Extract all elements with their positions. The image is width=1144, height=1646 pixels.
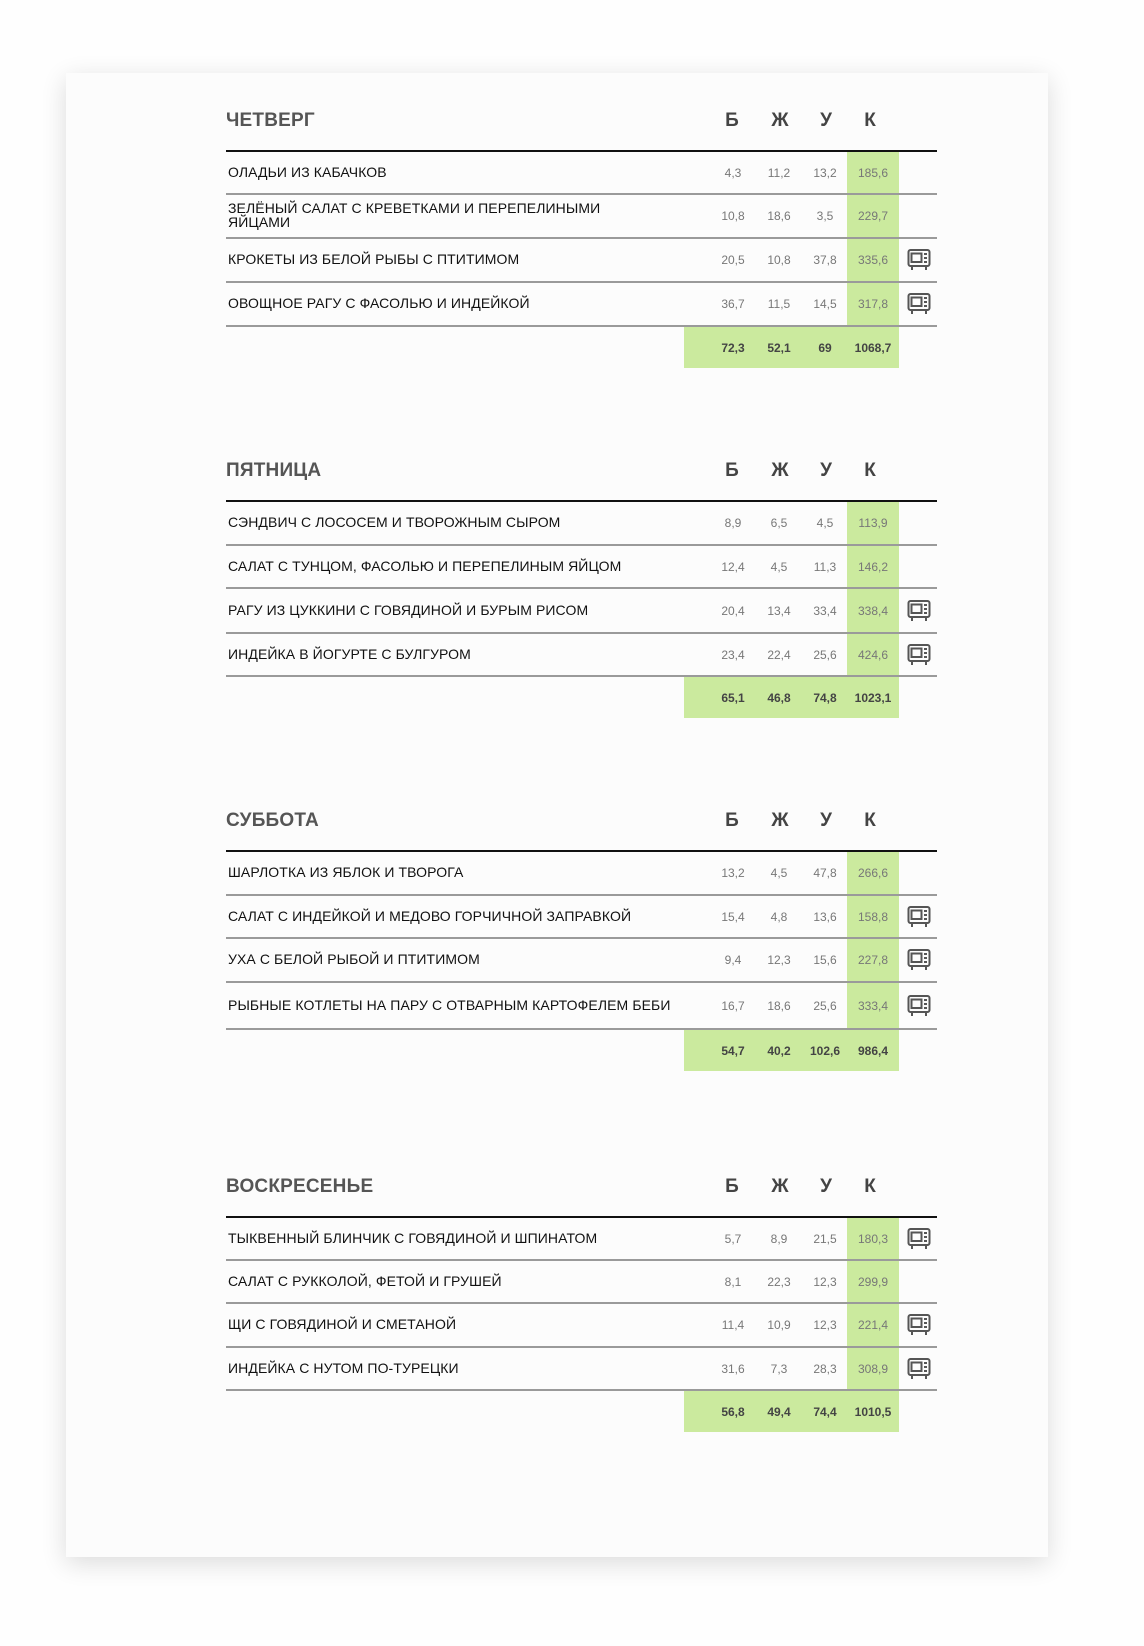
carbs-value: 11,3 (813, 560, 837, 574)
day-totals (684, 677, 899, 718)
total-kcal: 986,4 (857, 1044, 889, 1058)
dish-name: ТЫКВЕННЫЙ БЛИНЧИК С ГОВЯДИНОЙ И ШПИНАТОМ (228, 1230, 598, 1246)
table-row (226, 1218, 937, 1261)
kcal-value: 227,8 (857, 953, 889, 967)
kcal-value: 333,4 (857, 999, 889, 1013)
microwave-icon (907, 994, 931, 1018)
carbs-value: 21,5 (813, 1232, 837, 1246)
table-row (226, 502, 937, 546)
column-header: Ж (771, 110, 789, 131)
protein-value: 8,9 (724, 516, 742, 530)
fat-value: 18,6 (767, 209, 791, 223)
fat-value: 11,5 (767, 297, 791, 311)
day-section (226, 110, 938, 372)
fat-value: 22,3 (767, 1275, 791, 1289)
total-protein: 56,8 (721, 1405, 745, 1419)
microwave-icon (907, 948, 931, 972)
fat-value: 11,2 (767, 166, 791, 180)
column-header: У (820, 110, 832, 131)
menu-page (66, 73, 1048, 1557)
protein-value: 10,8 (721, 209, 745, 223)
table-row (226, 1348, 937, 1391)
table-row (226, 195, 937, 239)
table-row (226, 589, 937, 634)
dish-name-line: ЯЙЦАМИ (228, 214, 291, 230)
fat-value: 4,5 (770, 866, 788, 880)
protein-value: 9,4 (724, 953, 742, 967)
total-kcal: 1068,7 (854, 341, 892, 355)
carbs-value: 25,6 (813, 648, 837, 662)
table-row (226, 852, 937, 896)
column-header: Б (725, 1176, 739, 1197)
protein-value: 16,7 (721, 999, 745, 1013)
fat-value: 6,5 (770, 516, 788, 530)
fat-value: 4,8 (770, 910, 788, 924)
carbs-value: 33,4 (813, 604, 837, 618)
dish-name: РАГУ ИЗ ЦУККИНИ С ГОВЯДИНОЙ И БУРЫМ РИСОМ (228, 602, 589, 618)
dish-name: КРОКЕТЫ ИЗ БЕЛОЙ РЫБЫ С ПТИТИМОМ (228, 251, 520, 267)
protein-value: 20,5 (721, 253, 745, 267)
microwave-icon (907, 292, 931, 316)
column-header: К (864, 460, 876, 481)
kcal-value: 266,6 (857, 866, 889, 880)
day-totals (684, 1030, 899, 1071)
microwave-icon (907, 643, 931, 667)
microwave-icon (907, 1227, 931, 1251)
kcal-value: 308,9 (857, 1362, 889, 1376)
dish-name: ОВОЩНОЕ РАГУ С ФАСОЛЬЮ И ИНДЕЙКОЙ (228, 295, 530, 311)
protein-value: 5,7 (724, 1232, 742, 1246)
protein-value: 15,4 (721, 910, 745, 924)
total-kcal: 1010,5 (854, 1405, 892, 1419)
protein-value: 20,4 (721, 604, 745, 618)
dish-name: ОЛАДЬИ ИЗ КАБАЧКОВ (228, 164, 387, 180)
day-section (226, 1176, 938, 1436)
total-fat: 40,2 (767, 1044, 791, 1058)
table-row (226, 939, 937, 983)
column-header: У (820, 460, 832, 481)
day-title: ВОСКРЕСЕНЬЕ (226, 1176, 374, 1197)
carbs-value: 12,3 (813, 1275, 837, 1289)
kcal-value: 229,7 (857, 209, 889, 223)
protein-value: 11,4 (721, 1318, 745, 1332)
table-row (226, 546, 937, 589)
kcal-value: 113,9 (858, 516, 888, 530)
protein-value: 23,4 (721, 648, 745, 662)
kcal-value: 338,4 (857, 604, 889, 618)
column-header: К (864, 810, 876, 831)
fat-value: 22,4 (767, 648, 791, 662)
carbs-value: 3,5 (816, 209, 834, 223)
table-row (226, 1261, 937, 1304)
dish-name: ИНДЕЙКА С НУТОМ ПО-ТУРЕЦКИ (228, 1360, 459, 1376)
fat-value: 10,9 (767, 1318, 791, 1332)
total-protein: 54,7 (721, 1044, 745, 1058)
microwave-icon (907, 599, 931, 623)
carbs-value: 25,6 (813, 999, 837, 1013)
dish-name: САЛАТ С РУККОЛОЙ, ФЕТОЙ И ГРУШЕЙ (228, 1273, 502, 1289)
day-totals (684, 327, 899, 368)
fat-value: 18,6 (767, 999, 791, 1013)
table-row (226, 896, 937, 939)
total-kcal: 1023,1 (854, 691, 892, 705)
day-title: СУББОТА (226, 810, 319, 831)
kcal-value: 335,6 (857, 253, 889, 267)
total-protein: 65,1 (721, 691, 745, 705)
day-title: ПЯТНИЦА (226, 460, 322, 481)
total-protein: 72,3 (721, 341, 745, 355)
table-row (226, 1304, 937, 1348)
carbs-value: 4,5 (816, 516, 834, 530)
carbs-value: 47,8 (813, 866, 837, 880)
protein-value: 8,1 (724, 1275, 742, 1289)
total-fat: 46,8 (767, 691, 791, 705)
dish-name: САЛАТ С ТУНЦОМ, ФАСОЛЬЮ И ПЕРЕПЕЛИНЫМ ЯЙЦОМ (228, 558, 622, 574)
column-header: Ж (771, 460, 789, 481)
microwave-icon (907, 905, 931, 929)
kcal-value: 299,9 (857, 1275, 889, 1289)
carbs-value: 14,5 (813, 297, 837, 311)
column-header: Б (725, 460, 739, 481)
total-fat: 49,4 (767, 1405, 791, 1419)
dish-name: РЫБНЫЕ КОТЛЕТЫ НА ПАРУ С ОТВАРНЫМ КАРТОФЕЛЕМ БЕБИ (228, 997, 671, 1013)
fat-value: 7,3 (770, 1362, 788, 1376)
carbs-value: 12,3 (813, 1318, 837, 1332)
protein-value: 12,4 (721, 560, 745, 574)
microwave-icon (907, 248, 931, 272)
kcal-value: 146,2 (857, 560, 889, 574)
dish-name: ШАРЛОТКА ИЗ ЯБЛОК И ТВОРОГА (228, 864, 464, 880)
table-row (226, 152, 937, 195)
table-row (226, 283, 937, 327)
column-header: Б (725, 110, 739, 131)
kcal-value: 221,4 (857, 1318, 889, 1332)
protein-value: 4,3 (724, 166, 742, 180)
fat-value: 8,9 (770, 1232, 788, 1246)
table-row (226, 983, 937, 1030)
day-section (226, 810, 938, 1075)
column-header: Б (725, 810, 739, 831)
kcal-value: 185,6 (857, 166, 889, 180)
kcal-value: 180,3 (857, 1232, 889, 1246)
protein-value: 31,6 (721, 1362, 745, 1376)
column-header: К (864, 110, 876, 131)
fat-value: 12,3 (767, 953, 791, 967)
total-carbs: 74,8 (813, 691, 837, 705)
dish-name: САЛАТ С ИНДЕЙКОЙ И МЕДОВО ГОРЧИЧНОЙ ЗАПРАВКОЙ (228, 908, 632, 924)
table-row (226, 239, 937, 283)
microwave-icon (907, 1313, 931, 1337)
total-carbs: 74,4 (813, 1405, 837, 1419)
fat-value: 13,4 (767, 604, 791, 618)
microwave-icon (907, 1357, 931, 1381)
dish-name: ЩИ С ГОВЯДИНОЙ И СМЕТАНОЙ (228, 1316, 457, 1332)
carbs-value: 13,6 (813, 910, 837, 924)
dish-name: УХА С БЕЛОЙ РЫБОЙ И ПТИТИМОМ (228, 951, 480, 967)
day-totals (684, 1391, 899, 1432)
total-fat: 52,1 (767, 341, 791, 355)
dish-name (228, 201, 600, 229)
kcal-value: 424,6 (857, 648, 889, 662)
day-title: ЧЕТВЕРГ (226, 110, 315, 131)
dish-name: СЭНДВИЧ С ЛОСОСЕМ И ТВОРОЖНЫМ СЫРОМ (228, 514, 561, 530)
kcal-value: 317,8 (857, 297, 889, 311)
total-carbs: 69 (818, 341, 832, 355)
column-header: Ж (771, 810, 789, 831)
protein-value: 36,7 (721, 297, 745, 311)
protein-value: 13,2 (721, 866, 745, 880)
column-header: К (864, 1176, 876, 1197)
carbs-value: 15,6 (813, 953, 837, 967)
carbs-value: 37,8 (813, 253, 837, 267)
day-section (226, 460, 938, 722)
column-header: У (820, 1176, 832, 1197)
column-header: Ж (771, 1176, 789, 1197)
carbs-value: 28,3 (813, 1362, 837, 1376)
dish-name-line: ЗЕЛЁНЫЙ САЛАТ С КРЕВЕТКАМИ И ПЕРЕПЕЛИНЫМИ (228, 200, 601, 216)
total-carbs: 102,6 (809, 1044, 841, 1058)
carbs-value: 13,2 (813, 166, 837, 180)
dish-name: ИНДЕЙКА В ЙОГУРТЕ С БУЛГУРОМ (228, 646, 471, 662)
kcal-value: 158,8 (857, 910, 889, 924)
fat-value: 10,8 (767, 253, 791, 267)
column-header: У (820, 810, 832, 831)
fat-value: 4,5 (770, 560, 788, 574)
table-row (226, 634, 937, 677)
